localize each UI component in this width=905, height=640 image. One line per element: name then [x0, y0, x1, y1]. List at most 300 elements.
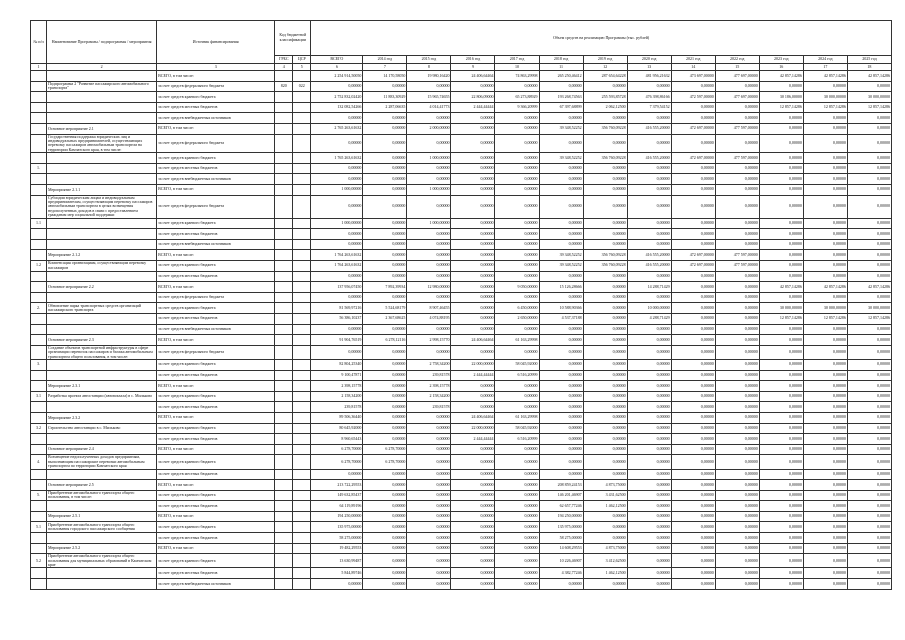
row-index: 2.	[31, 303, 47, 314]
row-value: 2 287,06635	[363, 102, 407, 113]
row-value: 0,00000	[759, 163, 803, 174]
row-value: 0,00000	[539, 271, 583, 282]
row-value: 4 873,75000	[583, 480, 627, 491]
row-value: 0,00000	[407, 174, 451, 185]
row-cs	[293, 533, 311, 544]
row-value: 287 654,64228	[583, 71, 627, 82]
row-value: 0,00000	[759, 324, 803, 335]
row-value: 0,00000	[451, 271, 495, 282]
row-value: 0,00000	[539, 195, 583, 218]
table-row	[31, 345, 892, 359]
row-name	[47, 71, 157, 82]
row-value: 0,00000	[407, 239, 451, 250]
row-value: 0,00000	[671, 195, 715, 218]
header-col-index: 7	[363, 64, 407, 71]
row-value: 0,00000	[847, 434, 891, 445]
row-cs	[293, 359, 311, 370]
row-value: 0,00000	[495, 260, 539, 271]
row-name	[47, 218, 157, 229]
row-value: 10 588,90366	[539, 303, 583, 314]
row-index: 4.	[31, 455, 47, 469]
row-value: 39 348,52252	[539, 250, 583, 261]
row-value: 0,00000	[539, 469, 583, 480]
header-year: 2020 год	[627, 56, 671, 64]
row-value: 4 537,37188	[539, 313, 583, 324]
row-value: 19 482,29553	[311, 543, 363, 554]
row-index: 5.2	[31, 554, 47, 568]
row-value: 0,00000	[627, 324, 671, 335]
row-value: 0,00000	[715, 195, 759, 218]
row-grbs	[275, 260, 293, 271]
row-source: ВСЕГО, в том числе:	[157, 543, 275, 554]
header-total: ВСЕГО	[311, 56, 363, 64]
row-value: 0,00000	[627, 370, 671, 381]
row-value: 61 163,29998	[495, 412, 539, 423]
table-row	[31, 480, 892, 491]
row-cs	[293, 184, 311, 195]
row-source: за счет средств внебюджетных источников	[157, 324, 275, 335]
row-value: 265 250,46412	[539, 71, 583, 82]
row-value: 0,00000	[539, 391, 583, 402]
row-value: 0,00000	[671, 412, 715, 423]
row-value: 0,00000	[451, 568, 495, 579]
table-row	[31, 335, 892, 346]
row-value: 0,00000	[759, 218, 803, 229]
row-value: 0,00000	[363, 423, 407, 434]
row-value: 0,00000	[451, 444, 495, 455]
row-source: за счет средств внебюджетных источников	[157, 239, 275, 250]
row-value: 0,00000	[803, 381, 847, 392]
row-value: 0,00000	[759, 229, 803, 240]
row-value: 0,00000	[803, 391, 847, 402]
row-value: 4 873,75000	[583, 543, 627, 554]
header-col-index: 11	[539, 64, 583, 71]
row-value: 58 045,92000	[495, 423, 539, 434]
row-value: 0,00000	[627, 184, 671, 195]
header-name: Наименование Программы / подпрограммы / мероприятия	[47, 21, 157, 64]
table-body	[31, 71, 892, 590]
row-value: 0,00000	[539, 402, 583, 413]
row-name: Компенсация организациям, осуществляющим перевозку пассажиров	[47, 260, 157, 271]
row-cs	[293, 195, 311, 218]
row-value: 2 758,34200	[407, 359, 451, 370]
row-source: за счет средств краевого бюджета	[157, 490, 275, 501]
row-value: 0,00000	[583, 324, 627, 335]
row-cs	[293, 218, 311, 229]
row-value: 0,00000	[627, 469, 671, 480]
row-value: 0,00000	[803, 412, 847, 423]
header-col-index: 17	[803, 64, 847, 71]
table-row	[31, 511, 892, 522]
row-value: 0,00000	[803, 511, 847, 522]
header-source: Источник финансирования	[157, 21, 275, 64]
header-year: 2023 год	[759, 56, 803, 64]
row-grbs	[275, 345, 293, 359]
row-value: 0,00000	[847, 480, 891, 491]
row-value: 0,00000	[539, 81, 583, 92]
row-value: 0,00000	[583, 511, 627, 522]
row-value: 0,00000	[407, 324, 451, 335]
row-value: 0,00000	[627, 579, 671, 590]
row-cs	[293, 271, 311, 282]
row-value: 213 722,29553	[311, 480, 363, 491]
row-value: 0,00000	[715, 434, 759, 445]
row-value: 416 555,20000	[627, 260, 671, 271]
row-cs	[293, 522, 311, 533]
row-name: Приобретение автомобильного транспорта общего пользования, в том числе:	[47, 490, 157, 501]
row-value: 0,00000	[363, 391, 407, 402]
row-value: 0,00000	[759, 522, 803, 533]
row-source: за счет средств краевого бюджета	[157, 522, 275, 533]
row-value: 42 857,14286	[759, 282, 803, 293]
row-value: 22 000,00000	[451, 359, 495, 370]
row-value: 0,00000	[671, 184, 715, 195]
row-source: за счет средств местных бюджетов	[157, 434, 275, 445]
row-value: 0,00000	[363, 533, 407, 544]
row-value: 0,00000	[759, 370, 803, 381]
row-value: 0,00000	[495, 195, 539, 218]
row-value: 0,00000	[847, 174, 891, 185]
table-row	[31, 81, 892, 92]
row-value: 15 126,28666	[539, 282, 583, 293]
row-value: 0,00000	[627, 543, 671, 554]
row-value: 0,00000	[847, 370, 891, 381]
row-value: 0,00000	[539, 292, 583, 303]
row-grbs	[275, 359, 293, 370]
row-value: 42 857,14286	[759, 71, 803, 82]
row-value: 0,00000	[451, 455, 495, 469]
row-value: 0,00000	[847, 153, 891, 164]
row-value: 194 250,00000	[539, 511, 583, 522]
row-value: 0,00000	[627, 522, 671, 533]
header-col-index: 3	[157, 64, 275, 71]
row-value: 0,00000	[539, 184, 583, 195]
row-value: 0,00000	[715, 102, 759, 113]
header-col-index: 12	[583, 64, 627, 71]
row-name: Основное мероприятие 2.5	[47, 480, 157, 491]
row-source: ВСЕГО, в том числе:	[157, 335, 275, 346]
table-row	[31, 381, 892, 392]
row-value: 0,00000	[495, 123, 539, 134]
row-source: ВСЕГО, в том числе:	[157, 282, 275, 293]
row-value: 0,00000	[847, 381, 891, 392]
row-grbs	[275, 469, 293, 480]
row-value: 0,00000	[847, 579, 891, 590]
row-name: Мероприятие 2.1.2	[47, 250, 157, 261]
row-cs	[293, 324, 311, 335]
row-value: 0,00000	[759, 113, 803, 124]
row-value: 4 014,41773	[407, 102, 451, 113]
row-value: 476 398,86166	[627, 92, 671, 103]
row-value: 0,00000	[671, 533, 715, 544]
row-cs	[293, 370, 311, 381]
row-name	[47, 113, 157, 124]
row-index	[31, 335, 47, 346]
row-value: 12 857,14286	[847, 313, 891, 324]
table-row	[31, 402, 892, 413]
row-value: 0,00000	[363, 412, 407, 423]
row-name: Приобретение автомобильного транспорта общего пользования для муниципальных образований в Камчатском крае	[47, 554, 157, 568]
header-year: 2025 год	[847, 56, 891, 64]
header-col-index: 8	[407, 64, 451, 71]
table-row	[31, 469, 892, 480]
table-row	[31, 218, 892, 229]
row-value: 0,00000	[539, 134, 583, 153]
row-source: за счет средств федерального бюджета	[157, 134, 275, 153]
row-value: 0,00000	[539, 113, 583, 124]
row-value: 0,00000	[407, 250, 451, 261]
row-value: 14 608,29553	[539, 543, 583, 554]
row-value: 0,00000	[583, 335, 627, 346]
row-value: 3 412,62500	[583, 554, 627, 568]
row-value: 0,00000	[407, 434, 451, 445]
row-value: 0,00000	[759, 533, 803, 544]
row-value: 0,00000	[363, 579, 407, 590]
row-value: 0,00000	[451, 113, 495, 124]
row-value: 0,00000	[847, 533, 891, 544]
row-value: 0,00000	[627, 345, 671, 359]
row-value: 0,00000	[627, 434, 671, 445]
table-row	[31, 324, 892, 335]
row-source: за счет средств федерального бюджета	[157, 345, 275, 359]
row-value: 0,00000	[671, 345, 715, 359]
row-index	[31, 313, 47, 324]
row-value: 0,00000	[759, 250, 803, 261]
row-value: 0,00000	[451, 554, 495, 568]
row-value: 0,00000	[715, 490, 759, 501]
table-row	[31, 444, 892, 455]
row-index	[31, 184, 47, 195]
row-value: 4 074,88195	[407, 313, 451, 324]
header-year: 2017 год	[495, 56, 539, 64]
row-name: Мероприятие 2.1.1	[47, 184, 157, 195]
row-value: 0,00000	[407, 501, 451, 512]
row-value: 0,00000	[539, 345, 583, 359]
row-value: 0,00000	[627, 391, 671, 402]
row-value: 22 806,09000	[451, 92, 495, 103]
row-value: 0,00000	[847, 81, 891, 92]
row-index	[31, 434, 47, 445]
row-value: 0,00000	[451, 81, 495, 92]
row-index	[31, 324, 47, 335]
row-value: 0,00000	[847, 123, 891, 134]
table-row	[31, 260, 892, 271]
row-value: 132 082,54266	[311, 102, 363, 113]
row-value: 0,00000	[539, 434, 583, 445]
row-value: 0,00000	[495, 81, 539, 92]
row-value: 481 956,21632	[627, 71, 671, 82]
row-value: 0,00000	[759, 391, 803, 402]
row-index	[31, 134, 47, 153]
row-value: 10 000,00000	[627, 303, 671, 314]
row-value: 0,00000	[495, 490, 539, 501]
row-index: 1.1	[31, 218, 47, 229]
row-value: 0,00000	[803, 239, 847, 250]
row-value: 0,00000	[759, 501, 803, 512]
row-value: 0,00000	[847, 391, 891, 402]
row-value: 137 956,07450	[311, 282, 363, 293]
row-grbs	[275, 229, 293, 240]
row-value: 14 288,71429	[627, 282, 671, 293]
table-row	[31, 501, 892, 512]
row-value: 0,00000	[627, 218, 671, 229]
row-index	[31, 412, 47, 423]
row-name: Возмещение недополученных доходов предприятиям, выполняющим пассажирские перевозки автомобильным транспортом по территории Камчатского края	[47, 455, 157, 469]
row-value: 8 960,65443	[311, 434, 363, 445]
row-value: 0,00000	[671, 163, 715, 174]
row-value: 0,00000	[311, 469, 363, 480]
row-value: 416 555,20000	[627, 123, 671, 134]
row-value: 0,00000	[803, 81, 847, 92]
row-value: 0,00000	[583, 402, 627, 413]
row-value: 0,00000	[495, 153, 539, 164]
row-value: 1 765 263,61632	[311, 153, 363, 164]
row-name	[47, 229, 157, 240]
row-value: 0,00000	[407, 113, 451, 124]
row-source: за счет средств краевого бюджета	[157, 92, 275, 103]
row-value: 0,00000	[451, 303, 495, 314]
row-value: 0,00000	[671, 543, 715, 554]
row-value: 0,00000	[803, 490, 847, 501]
row-value: 0,00000	[847, 455, 891, 469]
row-value: 0,00000	[803, 543, 847, 554]
row-value: 356 760,09228	[583, 153, 627, 164]
row-value: 0,00000	[627, 412, 671, 423]
financing-table-wrapper	[30, 20, 892, 590]
row-value: 0,00000	[407, 345, 451, 359]
table-row	[31, 292, 892, 303]
row-index	[31, 239, 47, 250]
row-name	[47, 174, 157, 185]
row-value: 0,00000	[803, 163, 847, 174]
row-value: 0,00000	[583, 579, 627, 590]
row-value: 0,00000	[671, 381, 715, 392]
header-col-index: 5	[293, 64, 311, 71]
row-cs	[293, 163, 311, 174]
header-col-index: 9	[451, 64, 495, 71]
row-value: 0,00000	[583, 218, 627, 229]
row-value: 0,00000	[363, 229, 407, 240]
row-value: 0,00000	[583, 174, 627, 185]
row-value: 0,00000	[803, 579, 847, 590]
row-value: 0,00000	[715, 543, 759, 554]
row-name	[47, 163, 157, 174]
row-value: 0,00000	[847, 423, 891, 434]
row-cs	[293, 568, 311, 579]
row-value: 0,00000	[583, 469, 627, 480]
row-value: 0,00000	[671, 423, 715, 434]
row-value: 0,00000	[583, 303, 627, 314]
row-value: 0,00000	[715, 218, 759, 229]
row-grbs	[275, 123, 293, 134]
row-grbs	[275, 455, 293, 469]
row-value: 0,00000	[759, 335, 803, 346]
row-name: Подпрограмма 2 "Развитие пассажирского автомобильного транспорта"	[47, 81, 157, 92]
row-grbs	[275, 134, 293, 153]
header-col-index: 15	[715, 64, 759, 71]
row-cs	[293, 579, 311, 590]
row-value: 0,00000	[627, 174, 671, 185]
row-value: 0,00000	[671, 81, 715, 92]
row-value: 0,00000	[803, 423, 847, 434]
row-value: 0,00000	[583, 370, 627, 381]
row-index	[31, 92, 47, 103]
row-value: 3 431,62500	[583, 490, 627, 501]
row-name: Мероприятие 2.3.2	[47, 412, 157, 423]
row-value: 0,00000	[451, 511, 495, 522]
row-value: 193 268,74563	[539, 92, 583, 103]
header-num: № п/п	[31, 21, 47, 64]
row-cs	[293, 490, 311, 501]
row-value: 0,00000	[627, 335, 671, 346]
row-value: 0,00000	[495, 402, 539, 413]
row-grbs	[275, 174, 293, 185]
row-value: 0,00000	[671, 271, 715, 282]
row-value: 0,00000	[671, 554, 715, 568]
row-value: 0,00000	[803, 455, 847, 469]
row-value: 30 000,00000	[803, 92, 847, 103]
row-value: 2 398,15778	[311, 381, 363, 392]
row-value: 255 593,85728	[583, 92, 627, 103]
header-year: 2022 год	[715, 56, 759, 64]
row-value: 0,00000	[671, 292, 715, 303]
row-value: 0,00000	[671, 490, 715, 501]
row-value: 12 857,14286	[759, 102, 803, 113]
row-value: 0,00000	[363, 381, 407, 392]
row-value: 0,00000	[495, 324, 539, 335]
row-value: 9 100,47871	[311, 370, 363, 381]
row-value: 0,00000	[715, 81, 759, 92]
row-value: 0,00000	[715, 313, 759, 324]
row-grbs	[275, 324, 293, 335]
row-value: 0,00000	[803, 568, 847, 579]
row-value: 2 158,34200	[311, 391, 363, 402]
row-name	[47, 92, 157, 103]
row-value: 0,00000	[583, 239, 627, 250]
row-value: 0,00000	[627, 81, 671, 92]
row-grbs	[275, 554, 293, 568]
row-grbs	[275, 153, 293, 164]
row-grbs	[275, 501, 293, 512]
row-source: ВСЕГО, в том числе:	[157, 250, 275, 261]
row-value: 0,00000	[583, 113, 627, 124]
row-source: ВСЕГО, в том числе:	[157, 71, 275, 82]
row-value: 0,00000	[363, 292, 407, 303]
row-value: 0,00000	[715, 174, 759, 185]
row-value: 7 379,54152	[627, 102, 671, 113]
row-index	[31, 102, 47, 113]
row-value: 0,00000	[671, 444, 715, 455]
row-value: 0,00000	[407, 522, 451, 533]
row-value: 0,00000	[583, 195, 627, 218]
row-grbs	[275, 195, 293, 218]
row-value: 0,00000	[495, 292, 539, 303]
row-source: за счет средств краевого бюджета	[157, 153, 275, 164]
row-value: 6 450,00000	[495, 303, 539, 314]
row-value: 0,00000	[451, 229, 495, 240]
row-value: 0,00000	[583, 391, 627, 402]
row-source: за счет средств местных бюджетов	[157, 313, 275, 324]
row-value: 0,00000	[803, 250, 847, 261]
row-cs	[293, 153, 311, 164]
row-value: 0,00000	[627, 381, 671, 392]
row-value: 0,00000	[495, 113, 539, 124]
row-value: 0,00000	[627, 134, 671, 153]
row-value: 0,00000	[803, 153, 847, 164]
row-source: ВСЕГО, в том числе:	[157, 511, 275, 522]
row-value: 0,00000	[451, 391, 495, 402]
row-value: 0,00000	[715, 134, 759, 153]
